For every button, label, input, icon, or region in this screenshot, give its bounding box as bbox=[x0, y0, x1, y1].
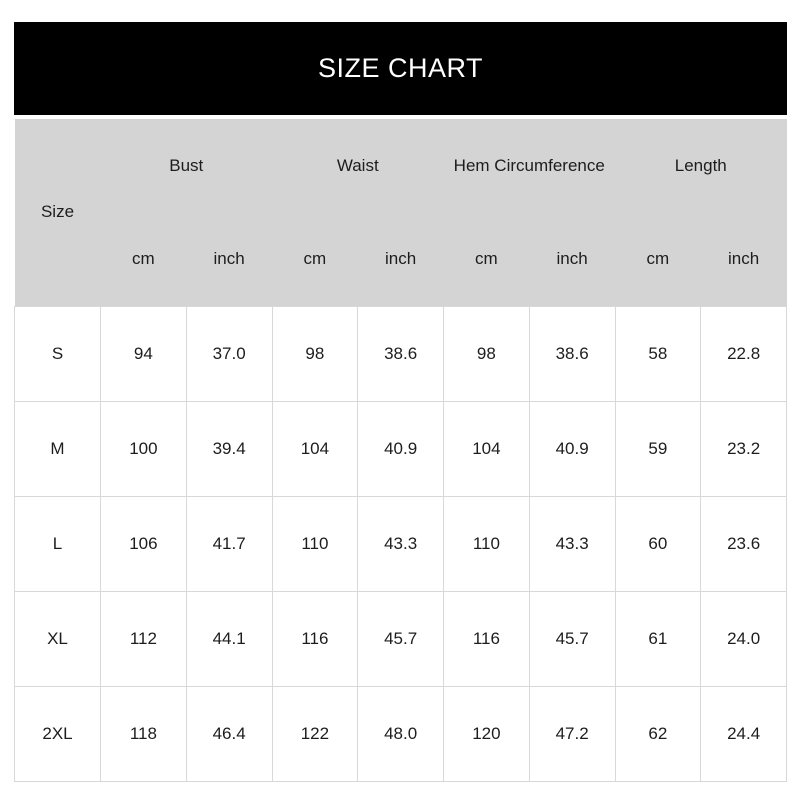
value-cell: 40.9 bbox=[529, 401, 615, 496]
size-cell: 2XL bbox=[15, 686, 101, 781]
column-group-hem-circumference: Hem Circumference bbox=[444, 119, 616, 212]
value-cell: 61 bbox=[615, 591, 701, 686]
table-body bbox=[15, 306, 787, 781]
value-cell: 112 bbox=[101, 591, 187, 686]
page-title: SIZE CHART bbox=[317, 53, 484, 83]
value-cell: 43.3 bbox=[358, 496, 444, 591]
value-cell: 58 bbox=[615, 306, 701, 401]
table-row bbox=[15, 686, 787, 781]
value-cell: 110 bbox=[444, 496, 530, 591]
value-cell: 41.7 bbox=[186, 496, 272, 591]
unit-header-row bbox=[15, 212, 787, 306]
value-cell: 104 bbox=[272, 401, 358, 496]
value-cell: 24.4 bbox=[701, 686, 787, 781]
value-cell: 122 bbox=[272, 686, 358, 781]
unit-header-bust-inch: inch bbox=[186, 212, 272, 306]
value-cell: 98 bbox=[272, 306, 358, 401]
value-cell: 59 bbox=[615, 401, 701, 496]
size-chart-table bbox=[14, 119, 787, 782]
value-cell: 45.7 bbox=[358, 591, 444, 686]
group-header-row bbox=[15, 119, 787, 212]
value-cell: 23.6 bbox=[701, 496, 787, 591]
value-cell: 38.6 bbox=[358, 306, 444, 401]
value-cell: 116 bbox=[444, 591, 530, 686]
size-cell: L bbox=[15, 496, 101, 591]
value-cell: 100 bbox=[101, 401, 187, 496]
table-row bbox=[15, 591, 787, 686]
column-group-bust: Bust bbox=[101, 119, 273, 212]
value-cell: 43.3 bbox=[529, 496, 615, 591]
value-cell: 44.1 bbox=[186, 591, 272, 686]
value-cell: 104 bbox=[444, 401, 530, 496]
table-row bbox=[15, 401, 787, 496]
unit-header-bust-cm: cm bbox=[101, 212, 187, 306]
unit-header-length-inch: inch bbox=[701, 212, 787, 306]
title-band bbox=[14, 22, 787, 115]
size-cell: S bbox=[15, 306, 101, 401]
column-group-length: Length bbox=[615, 119, 787, 212]
value-cell: 62 bbox=[615, 686, 701, 781]
unit-header-length-cm: cm bbox=[615, 212, 701, 306]
unit-header-hem-cm: cm bbox=[444, 212, 530, 306]
value-cell: 38.6 bbox=[529, 306, 615, 401]
value-cell: 110 bbox=[272, 496, 358, 591]
unit-header-hem-inch: inch bbox=[529, 212, 615, 306]
size-chart-image bbox=[14, 22, 787, 782]
table-row bbox=[15, 306, 787, 401]
value-cell: 47.2 bbox=[529, 686, 615, 781]
column-header-size: Size bbox=[15, 119, 101, 306]
value-cell: 37.0 bbox=[186, 306, 272, 401]
value-cell: 40.9 bbox=[358, 401, 444, 496]
value-cell: 48.0 bbox=[358, 686, 444, 781]
value-cell: 23.2 bbox=[701, 401, 787, 496]
table-header bbox=[15, 119, 787, 306]
value-cell: 118 bbox=[101, 686, 187, 781]
value-cell: 60 bbox=[615, 496, 701, 591]
value-cell: 46.4 bbox=[186, 686, 272, 781]
value-cell: 98 bbox=[444, 306, 530, 401]
value-cell: 94 bbox=[101, 306, 187, 401]
column-group-waist: Waist bbox=[272, 119, 444, 212]
value-cell: 45.7 bbox=[529, 591, 615, 686]
value-cell: 116 bbox=[272, 591, 358, 686]
value-cell: 120 bbox=[444, 686, 530, 781]
value-cell: 39.4 bbox=[186, 401, 272, 496]
value-cell: 22.8 bbox=[701, 306, 787, 401]
value-cell: 106 bbox=[101, 496, 187, 591]
unit-header-waist-inch: inch bbox=[358, 212, 444, 306]
size-cell: XL bbox=[15, 591, 101, 686]
unit-header-waist-cm: cm bbox=[272, 212, 358, 306]
table-row bbox=[15, 496, 787, 591]
value-cell: 24.0 bbox=[701, 591, 787, 686]
size-cell: M bbox=[15, 401, 101, 496]
